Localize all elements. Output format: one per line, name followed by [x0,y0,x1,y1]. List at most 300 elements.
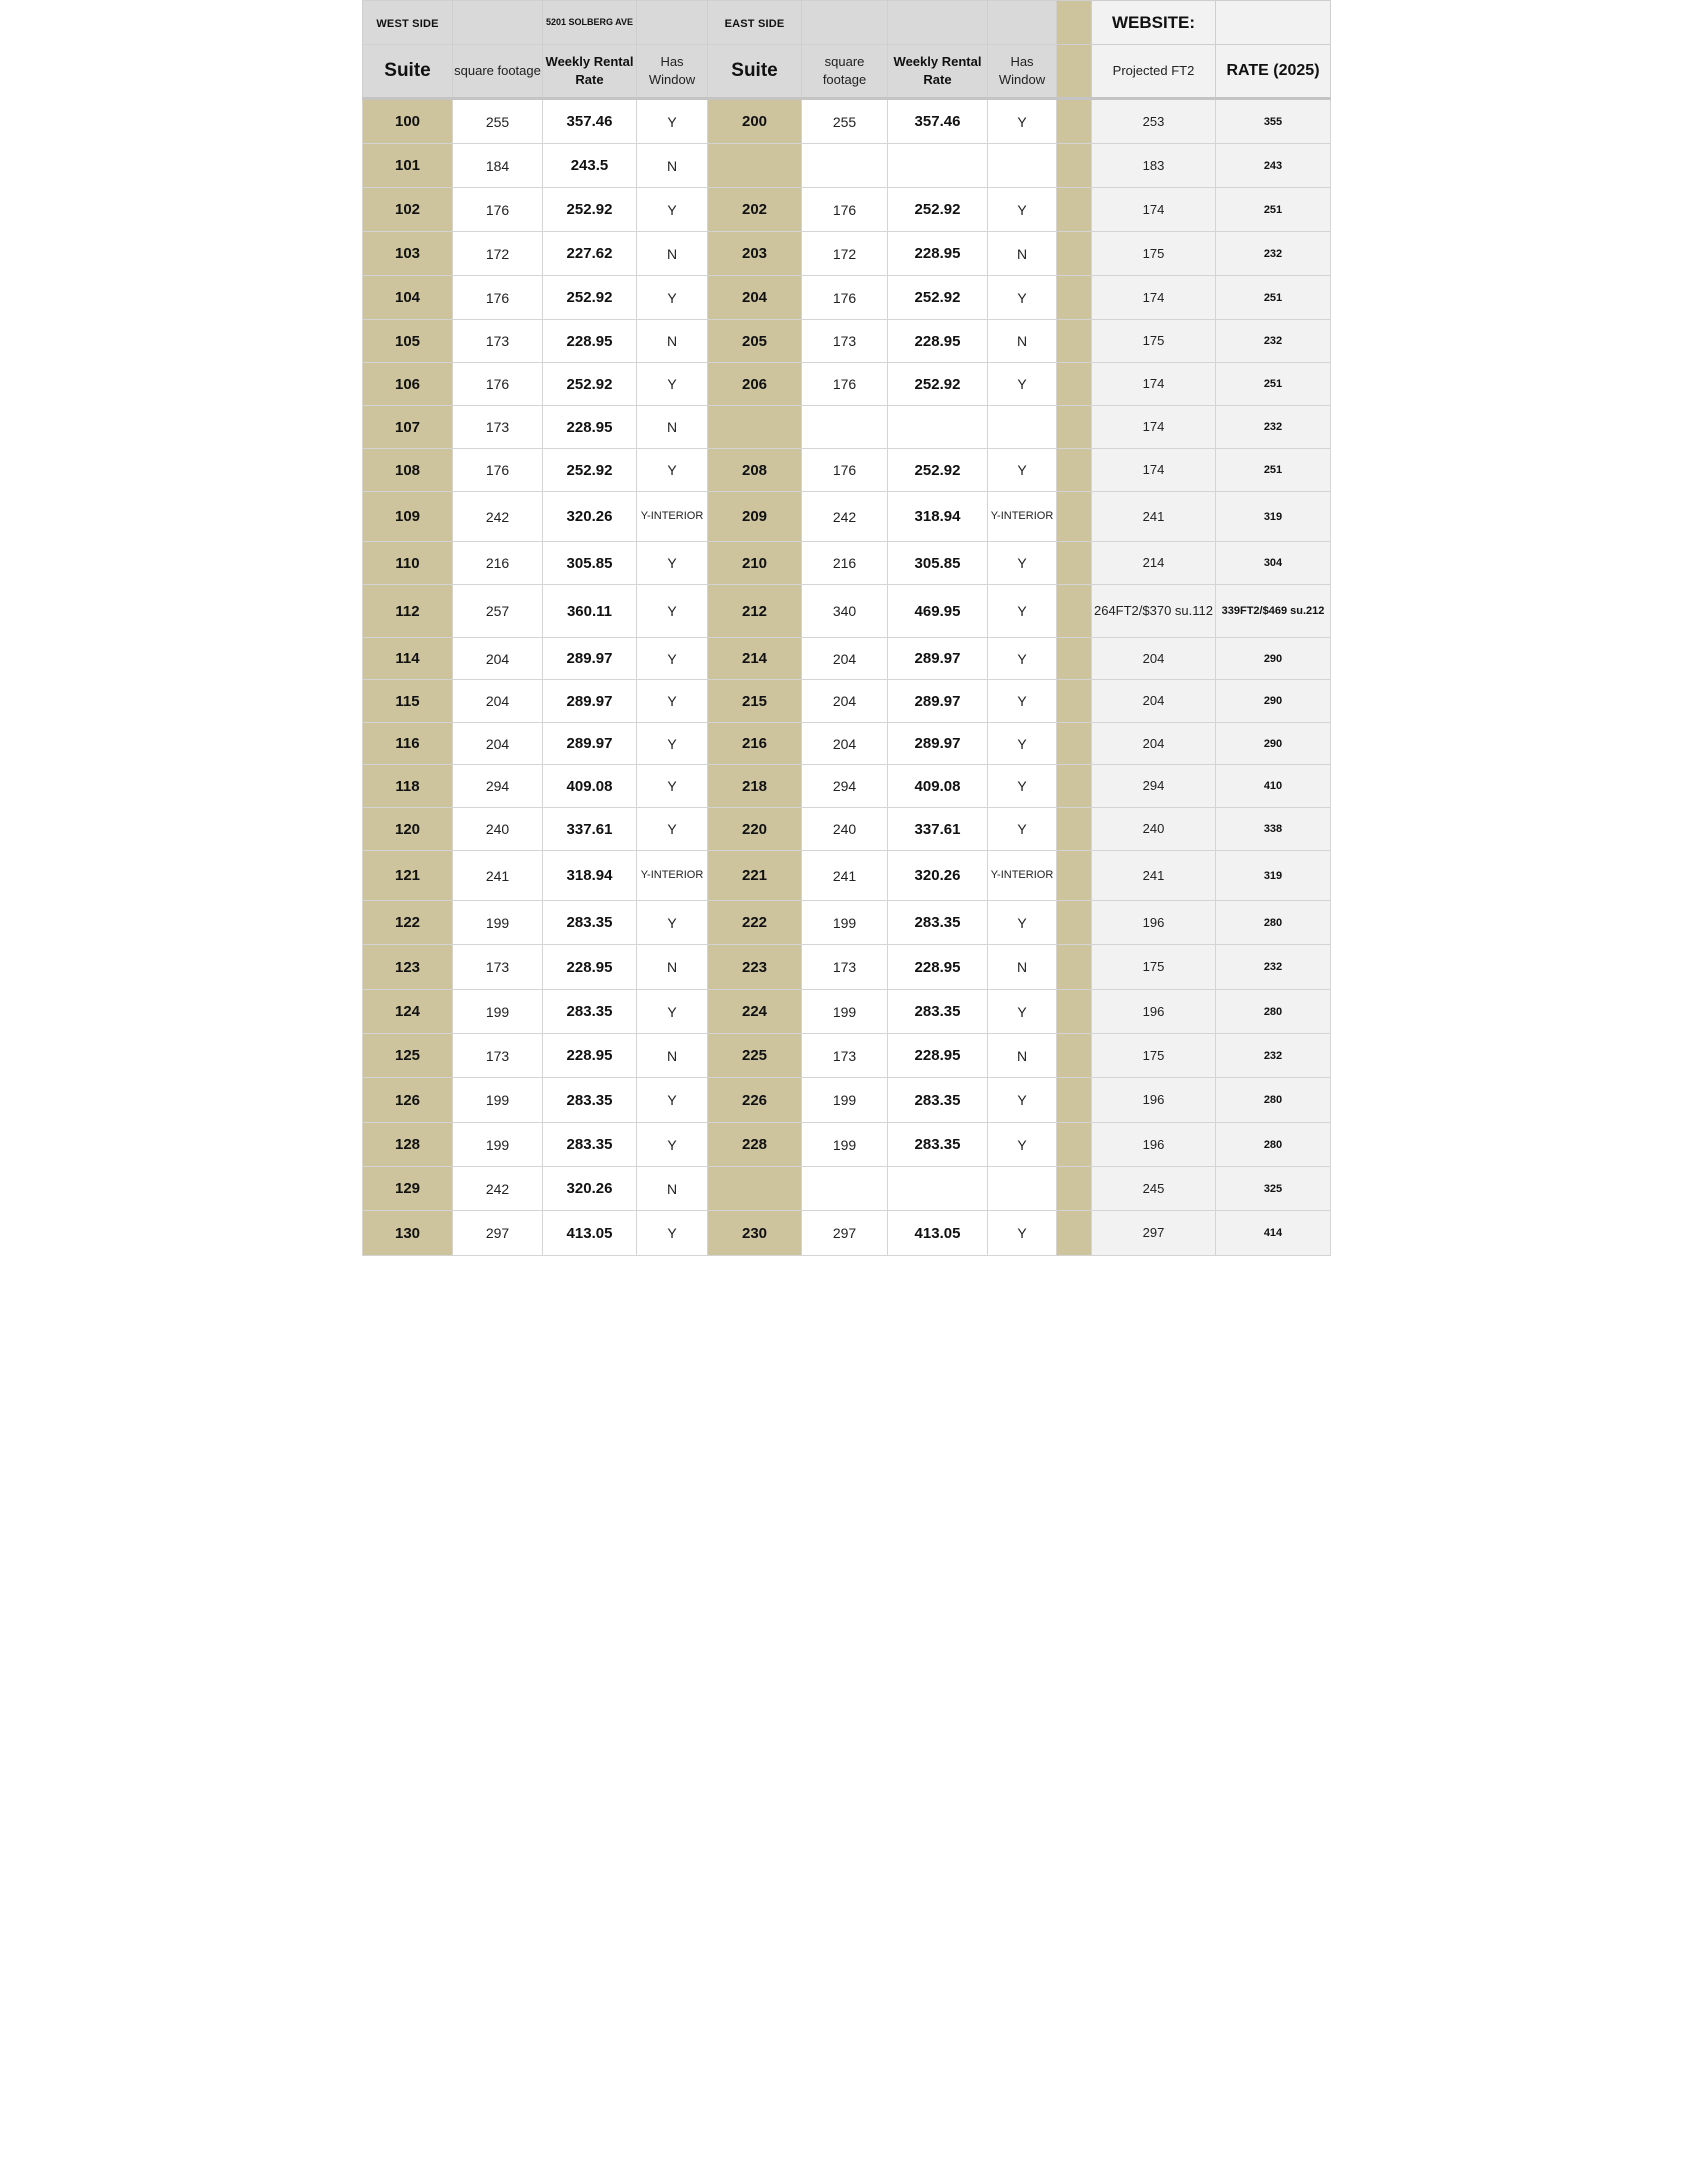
west-rate-cell: 252.92 [543,363,637,406]
west-sqft-cell: 204 [453,680,543,723]
west-window-header: Has Window [637,45,708,99]
east-suite-cell: 208 [708,449,802,492]
east-sqft-header: square footage [802,45,888,99]
suite-rental-table [362,0,1331,1256]
east-sqft-cell: 172 [802,232,888,276]
table-row [363,638,1331,680]
header-blank [637,1,708,45]
west-window-cell: Y [637,585,708,638]
east-window-cell: N [988,320,1057,363]
rate-2025-cell: 280 [1216,1123,1331,1167]
west-suite-cell: 125 [363,1034,453,1078]
west-window-cell: Y [637,542,708,585]
east-rate-cell: 283.35 [888,990,988,1034]
rate-2025-cell: 319 [1216,851,1331,901]
east-suite-cell: 216 [708,723,802,765]
west-rate-cell: 289.97 [543,680,637,723]
west-window-cell: Y [637,276,708,320]
table-row [363,851,1331,901]
east-rate-cell: 283.35 [888,1123,988,1167]
east-window-cell: Y [988,901,1057,945]
table-row [363,990,1331,1034]
rate-2025-cell: 304 [1216,542,1331,585]
east-rate-cell: 289.97 [888,680,988,723]
west-side-label: WEST SIDE [363,1,453,45]
east-window-cell: Y [988,276,1057,320]
east-rate-header: Weekly Rental Rate [888,45,988,99]
column-separator [1057,492,1092,542]
west-window-cell: N [637,320,708,363]
column-separator [1057,1,1092,45]
table-row [363,765,1331,808]
projected-ft2-header: Projected FT2 [1092,45,1216,99]
east-sqft-cell: 216 [802,542,888,585]
east-rate-cell: 469.95 [888,585,988,638]
west-sqft-cell: 176 [453,276,543,320]
rate-2025-cell: 410 [1216,765,1331,808]
projected-ft2-cell: 214 [1092,542,1216,585]
east-sqft-cell: 340 [802,585,888,638]
east-window-cell: N [988,1034,1057,1078]
east-rate-cell: 252.92 [888,276,988,320]
east-window-cell: Y [988,188,1057,232]
west-rate-cell: 228.95 [543,1034,637,1078]
projected-ft2-cell: 297 [1092,1211,1216,1256]
table-row [363,808,1331,851]
west-rate-cell: 413.05 [543,1211,637,1256]
east-window-cell: Y [988,449,1057,492]
east-rate-cell: 283.35 [888,1078,988,1123]
west-suite-cell: 126 [363,1078,453,1123]
east-suite-header: Suite [708,45,802,99]
projected-ft2-cell: 196 [1092,990,1216,1034]
east-sqft-cell: 173 [802,945,888,990]
west-window-cell: Y [637,449,708,492]
column-separator [1057,808,1092,851]
west-suite-cell: 103 [363,232,453,276]
column-separator [1057,1078,1092,1123]
projected-ft2-cell: 175 [1092,945,1216,990]
west-suite-cell: 100 [363,99,453,144]
west-sqft-cell: 199 [453,1078,543,1123]
east-suite-cell: 228 [708,1123,802,1167]
west-window-cell: Y [637,990,708,1034]
west-suite-header: Suite [363,45,453,99]
east-window-cell: Y [988,585,1057,638]
east-suite-cell: 210 [708,542,802,585]
column-separator [1057,901,1092,945]
east-rate-cell: 252.92 [888,363,988,406]
west-suite-cell: 121 [363,851,453,901]
east-rate-cell: 228.95 [888,232,988,276]
rate-2025-cell: 232 [1216,406,1331,449]
projected-ft2-cell: 174 [1092,276,1216,320]
west-sqft-header: square footage [453,45,543,99]
east-suite-cell: 225 [708,1034,802,1078]
west-rate-cell: 283.35 [543,901,637,945]
column-separator [1057,1123,1092,1167]
projected-ft2-cell: 245 [1092,1167,1216,1211]
east-suite-cell: 223 [708,945,802,990]
table-row [363,1211,1331,1256]
rate-2025-cell: 325 [1216,1167,1331,1211]
west-sqft-cell: 255 [453,99,543,144]
rate-2025-cell: 280 [1216,1078,1331,1123]
east-suite-cell: 203 [708,232,802,276]
east-rate-cell: 228.95 [888,1034,988,1078]
west-sqft-cell: 199 [453,901,543,945]
rate-2025-cell: 414 [1216,1211,1331,1256]
column-separator [1057,765,1092,808]
header-row-top [363,1,1331,45]
west-sqft-cell: 204 [453,638,543,680]
rate-2025-cell: 251 [1216,276,1331,320]
header-blank [453,1,543,45]
west-suite-cell: 120 [363,808,453,851]
west-rate-cell: 252.92 [543,449,637,492]
west-rate-header: Weekly Rental Rate [543,45,637,99]
west-rate-cell: 283.35 [543,1078,637,1123]
table-body [363,99,1331,1256]
west-rate-cell: 337.61 [543,808,637,851]
west-sqft-cell: 173 [453,320,543,363]
rate-2025-cell: 280 [1216,901,1331,945]
west-window-cell: Y-INTERIOR [637,851,708,901]
east-sqft-cell: 199 [802,1078,888,1123]
projected-ft2-cell: 175 [1092,232,1216,276]
address-label: 5201 SOLBERG AVE [543,1,637,45]
column-separator [1057,990,1092,1034]
west-suite-cell: 115 [363,680,453,723]
east-window-cell: Y [988,542,1057,585]
projected-ft2-cell: 196 [1092,901,1216,945]
projected-ft2-cell: 196 [1092,1078,1216,1123]
east-sqft-cell: 242 [802,492,888,542]
west-window-cell: Y [637,808,708,851]
projected-ft2-cell: 183 [1092,144,1216,188]
east-window-cell: Y [988,1078,1057,1123]
projected-ft2-cell: 240 [1092,808,1216,851]
column-separator [1057,188,1092,232]
west-rate-cell: 227.62 [543,232,637,276]
west-rate-cell: 289.97 [543,723,637,765]
projected-ft2-cell: 294 [1092,765,1216,808]
east-rate-cell: 289.97 [888,723,988,765]
east-side-label: EAST SIDE [708,1,802,45]
east-rate-cell: 357.46 [888,99,988,144]
rate-2025-cell: 232 [1216,320,1331,363]
projected-ft2-cell: 175 [1092,1034,1216,1078]
projected-ft2-cell: 241 [1092,851,1216,901]
west-suite-cell: 130 [363,1211,453,1256]
rate-2025-cell: 251 [1216,188,1331,232]
projected-ft2-cell: 241 [1092,492,1216,542]
west-suite-cell: 101 [363,144,453,188]
west-rate-cell: 305.85 [543,542,637,585]
west-sqft-cell: 241 [453,851,543,901]
west-sqft-cell: 294 [453,765,543,808]
west-sqft-cell: 204 [453,723,543,765]
column-separator [1057,723,1092,765]
west-suite-cell: 114 [363,638,453,680]
east-rate-cell: 413.05 [888,1211,988,1256]
east-suite-cell [708,144,802,188]
rate-2025-cell: 290 [1216,638,1331,680]
east-rate-cell: 318.94 [888,492,988,542]
table-row [363,542,1331,585]
west-suite-cell: 123 [363,945,453,990]
west-rate-cell: 289.97 [543,638,637,680]
east-suite-cell [708,1167,802,1211]
east-suite-cell: 206 [708,363,802,406]
west-window-cell: N [637,406,708,449]
west-sqft-cell: 297 [453,1211,543,1256]
west-suite-cell: 129 [363,1167,453,1211]
website-label: WEBSITE: [1092,1,1216,45]
table-row [363,492,1331,542]
column-separator [1057,1034,1092,1078]
east-window-cell: N [988,945,1057,990]
east-window-cell [988,144,1057,188]
east-window-cell: Y [988,363,1057,406]
table-row [363,1078,1331,1123]
east-sqft-cell: 241 [802,851,888,901]
west-rate-cell: 228.95 [543,320,637,363]
west-window-cell: Y [637,638,708,680]
table-row [363,449,1331,492]
east-suite-cell: 222 [708,901,802,945]
east-window-cell: Y-INTERIOR [988,492,1057,542]
east-suite-cell: 205 [708,320,802,363]
column-separator [1057,276,1092,320]
table-row [363,680,1331,723]
projected-ft2-cell: 196 [1092,1123,1216,1167]
west-window-cell: N [637,945,708,990]
west-rate-cell: 283.35 [543,990,637,1034]
rate-2025-cell: 251 [1216,449,1331,492]
east-suite-cell: 214 [708,638,802,680]
west-suite-cell: 105 [363,320,453,363]
projected-ft2-cell: 174 [1092,406,1216,449]
west-suite-cell: 110 [363,542,453,585]
rate-2025-cell: 355 [1216,99,1331,144]
column-separator [1057,945,1092,990]
east-window-cell: Y [988,99,1057,144]
column-separator [1057,45,1092,99]
west-rate-cell: 360.11 [543,585,637,638]
column-separator [1057,320,1092,363]
west-rate-cell: 243.5 [543,144,637,188]
east-window-cell [988,1167,1057,1211]
east-window-cell: Y [988,1123,1057,1167]
east-sqft-cell: 255 [802,99,888,144]
column-separator [1057,363,1092,406]
east-window-cell [988,406,1057,449]
projected-ft2-cell: 174 [1092,449,1216,492]
west-sqft-cell: 216 [453,542,543,585]
table-row [363,901,1331,945]
east-rate-cell: 320.26 [888,851,988,901]
east-suite-cell: 200 [708,99,802,144]
east-sqft-cell [802,406,888,449]
east-window-cell: Y [988,765,1057,808]
east-rate-cell: 228.95 [888,945,988,990]
west-window-cell: N [637,1167,708,1211]
east-suite-cell: 215 [708,680,802,723]
rate-2025-cell: 290 [1216,680,1331,723]
east-suite-cell: 220 [708,808,802,851]
table-row [363,1167,1331,1211]
east-sqft-cell: 176 [802,449,888,492]
west-sqft-cell: 173 [453,945,543,990]
east-rate-cell: 252.92 [888,188,988,232]
west-suite-cell: 108 [363,449,453,492]
east-sqft-cell: 173 [802,1034,888,1078]
projected-ft2-cell: 204 [1092,723,1216,765]
rate-2025-cell: 338 [1216,808,1331,851]
column-separator [1057,585,1092,638]
table-row [363,723,1331,765]
east-window-cell: Y [988,990,1057,1034]
west-suite-cell: 102 [363,188,453,232]
table-row [363,363,1331,406]
east-rate-cell: 305.85 [888,542,988,585]
west-sqft-cell: 176 [453,449,543,492]
west-window-cell: N [637,144,708,188]
east-suite-cell: 226 [708,1078,802,1123]
rate-2025-header: RATE (2025) [1216,45,1331,99]
column-separator [1057,406,1092,449]
header-blank [1216,1,1331,45]
east-rate-cell: 337.61 [888,808,988,851]
east-window-cell: Y-INTERIOR [988,851,1057,901]
west-rate-cell: 320.26 [543,492,637,542]
east-sqft-cell [802,1167,888,1211]
east-suite-cell: 221 [708,851,802,901]
east-suite-cell: 204 [708,276,802,320]
east-sqft-cell: 176 [802,188,888,232]
west-window-cell: N [637,232,708,276]
west-suite-cell: 107 [363,406,453,449]
east-sqft-cell: 297 [802,1211,888,1256]
column-separator [1057,449,1092,492]
west-sqft-cell: 257 [453,585,543,638]
west-window-cell: Y [637,1123,708,1167]
column-separator [1057,99,1092,144]
west-suite-cell: 116 [363,723,453,765]
table-row [363,1034,1331,1078]
table-row [363,232,1331,276]
west-suite-cell: 128 [363,1123,453,1167]
column-separator [1057,1211,1092,1256]
west-rate-cell: 252.92 [543,188,637,232]
east-suite-cell: 209 [708,492,802,542]
rate-2025-cell: 251 [1216,363,1331,406]
column-separator [1057,542,1092,585]
table-row [363,99,1331,144]
west-sqft-cell: 184 [453,144,543,188]
west-rate-cell: 252.92 [543,276,637,320]
west-window-cell: Y [637,680,708,723]
west-suite-cell: 124 [363,990,453,1034]
projected-ft2-cell: 175 [1092,320,1216,363]
east-suite-cell: 230 [708,1211,802,1256]
column-separator [1057,638,1092,680]
column-separator [1057,144,1092,188]
rate-2025-cell: 232 [1216,945,1331,990]
header-blank [888,1,988,45]
west-suite-cell: 112 [363,585,453,638]
east-sqft-cell [802,144,888,188]
west-window-cell: Y [637,901,708,945]
rate-2025-cell: 319 [1216,492,1331,542]
header-blank [802,1,888,45]
west-sqft-cell: 199 [453,990,543,1034]
east-window-cell: N [988,232,1057,276]
east-window-cell: Y [988,723,1057,765]
west-suite-cell: 122 [363,901,453,945]
west-sqft-cell: 173 [453,1034,543,1078]
west-rate-cell: 228.95 [543,406,637,449]
west-sqft-cell: 199 [453,1123,543,1167]
west-sqft-cell: 242 [453,1167,543,1211]
projected-ft2-cell: 174 [1092,188,1216,232]
east-sqft-cell: 204 [802,680,888,723]
west-rate-cell: 318.94 [543,851,637,901]
east-sqft-cell: 199 [802,990,888,1034]
west-suite-cell: 109 [363,492,453,542]
east-sqft-cell: 199 [802,1123,888,1167]
west-rate-cell: 320.26 [543,1167,637,1211]
west-window-cell: Y [637,99,708,144]
east-rate-cell: 228.95 [888,320,988,363]
projected-ft2-cell: 174 [1092,363,1216,406]
west-sqft-cell: 172 [453,232,543,276]
east-suite-cell: 224 [708,990,802,1034]
table-header [363,1,1331,99]
table-row [363,188,1331,232]
east-suite-cell [708,406,802,449]
table-row [363,320,1331,363]
rate-2025-cell: 232 [1216,1034,1331,1078]
west-sqft-cell: 176 [453,363,543,406]
west-suite-cell: 118 [363,765,453,808]
east-sqft-cell: 176 [802,276,888,320]
header-row-columns [363,45,1331,99]
rate-2025-cell: 290 [1216,723,1331,765]
header-blank [988,1,1057,45]
east-window-cell: Y [988,1211,1057,1256]
east-rate-cell: 289.97 [888,638,988,680]
east-suite-cell: 218 [708,765,802,808]
rate-2025-cell: 339FT2/$469 su.212 [1216,585,1331,638]
west-sqft-cell: 176 [453,188,543,232]
column-separator [1057,232,1092,276]
east-suite-cell: 202 [708,188,802,232]
table-row [363,945,1331,990]
west-sqft-cell: 240 [453,808,543,851]
rate-2025-cell: 232 [1216,232,1331,276]
projected-ft2-cell: 253 [1092,99,1216,144]
east-rate-cell [888,144,988,188]
east-window-cell: Y [988,808,1057,851]
west-window-cell: Y [637,765,708,808]
east-sqft-cell: 173 [802,320,888,363]
column-separator [1057,680,1092,723]
west-window-cell: Y [637,1211,708,1256]
east-rate-cell [888,1167,988,1211]
rate-2025-cell: 243 [1216,144,1331,188]
